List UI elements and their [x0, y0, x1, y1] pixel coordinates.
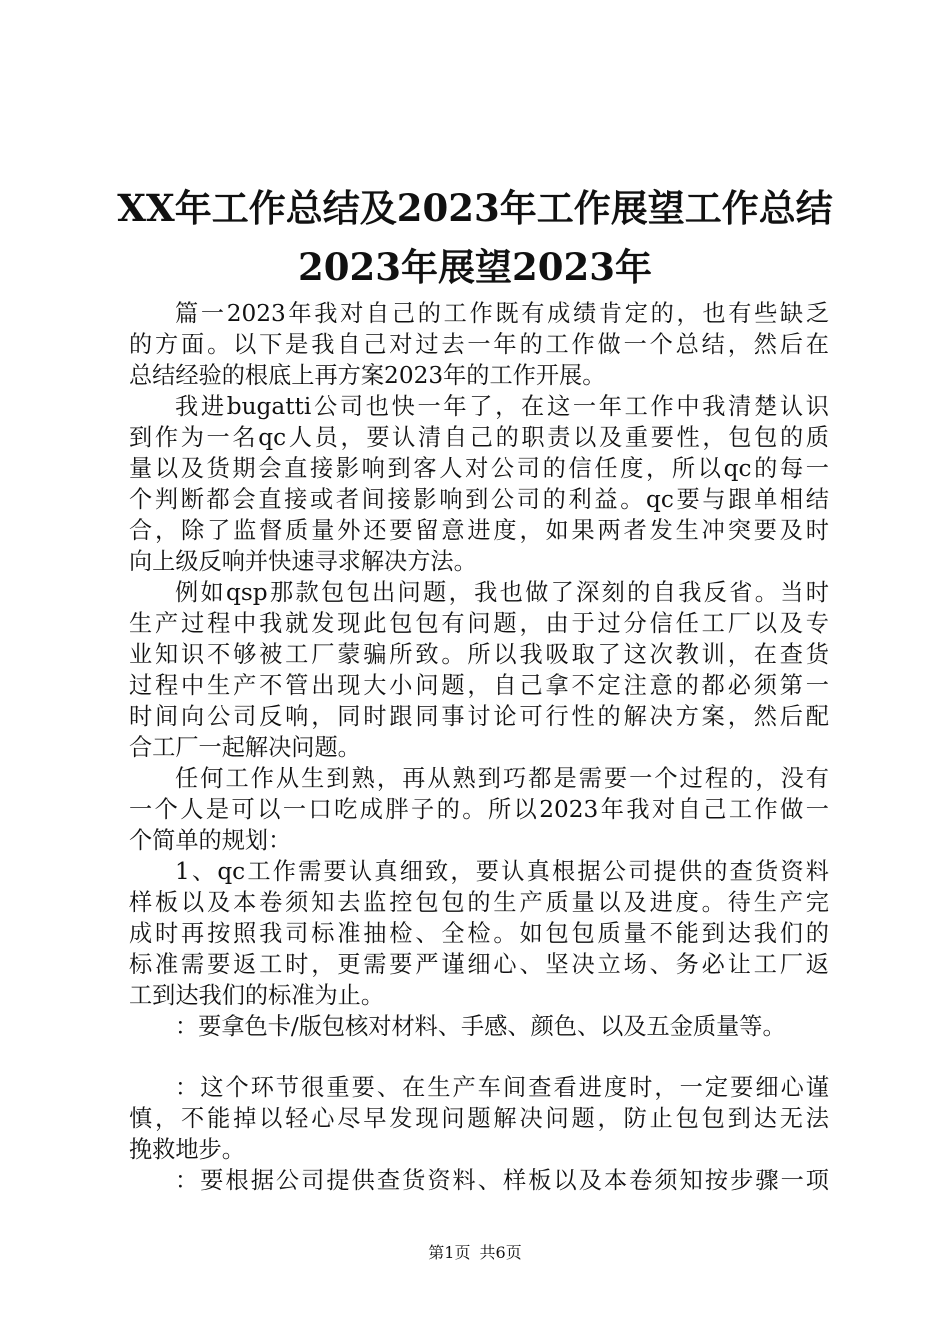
- paragraph-3-line-6: 合工厂一起解决问题。: [129, 734, 361, 761]
- paragraph-2-line-1: 我进bugatti公司也快一年了，在这一年工作中我清楚认识: [175, 393, 829, 420]
- document-body: [129, 298, 829, 1196]
- paragraph-2-line-3: 量以及货期会直接影响到客人对公司的信任度，所以qc的每一: [129, 455, 829, 482]
- paragraph-1-line-1: 篇一2023年我对自己的工作既有成绩肯定的，也有些缺乏: [175, 300, 829, 327]
- paragraph-3-line-3: 业知识不够被工厂蒙骗所致。所以我吸取了这次教训，在查货: [129, 641, 829, 668]
- page-number: 第1页: [428, 1243, 471, 1262]
- paragraph-7-line-2: 慎，不能掉以轻心尽早发现问题解决问题，防止包包到达无法: [129, 1105, 829, 1132]
- paragraph-4-line-3: 个简单的规划：: [129, 827, 292, 854]
- paragraph-5-line-1: 1、qc工作需要认真细致，要认真根据公司提供的查货资料: [175, 858, 829, 885]
- paragraph-7-line-3: 挽救地步。: [129, 1136, 245, 1163]
- paragraph-7-line-1: ：这个环节很重要、在生产车间查看进度时，一定要细心谨: [175, 1074, 829, 1101]
- paragraph-5-line-4: 标准需要返工时，更需要严谨细心、坚决立场、务必让工厂返: [129, 951, 829, 978]
- paragraph-4-line-2: 一个人是可以一口吃成胖子的。所以2023年我对自己工作做一: [129, 796, 829, 823]
- blank-line: [129, 1042, 829, 1072]
- paragraph-3-line-5: 时间向公司反响，同时跟同事讨论可行性的解决方案，然后配: [129, 703, 829, 730]
- paragraph-3-line-2: 生产过程中我就发现此包包有问题，由于过分信任工厂以及专: [129, 610, 829, 637]
- paragraph-1-line-2: 的方面。以下是我自己对过去一年的工作做一个总结，然后在: [129, 331, 829, 358]
- paragraph-1-line-3: 总结经验的根底上再方案2023年的工作开展。: [129, 362, 606, 389]
- paragraph-4-line-1: 任何工作从生到熟，再从熟到巧都是需要一个过程的，没有: [175, 765, 829, 792]
- paragraph-5-line-2: 样板以及本卷须知去监控包包的生产质量以及进度。待生产完: [129, 889, 829, 916]
- page-footer: [0, 1243, 950, 1263]
- paragraph-3-line-1: 例如qsp那款包包出问题，我也做了深刻的自我反省。当时: [175, 579, 829, 606]
- paragraph-5-line-3: 成时再按照我司标准抽检、全检。如包包质量不能到达我们的: [129, 920, 829, 947]
- paragraph-6-line-1: ：要拿色卡/版包核对材料、手感、颜色、以及五金质量等。: [175, 1013, 786, 1040]
- document-title-line-2: 2023年展望2023年: [298, 245, 652, 289]
- paragraph-5-line-5: 工到达我们的标准为止。: [129, 982, 385, 1009]
- paragraph-2-line-5: 合，除了监督质量外还要留意进度，如果两者发生冲突要及时: [129, 517, 829, 544]
- paragraph-3-line-4: 过程中生产不管出现大小问题，自己拿不定注意的都必须第一: [129, 672, 829, 699]
- page-total: 共6页: [479, 1243, 522, 1262]
- paragraph-2-line-6: 向上级反响并快速寻求解决方法。: [129, 548, 477, 575]
- paragraph-8-line-1: ：要根据公司提供查货资料、样板以及本卷须知按步骤一项: [175, 1167, 829, 1194]
- paragraph-2-line-2: 到作为一名qc人员，要认清自己的职责以及重要性，包包的质: [129, 424, 829, 451]
- paragraph-2-line-4: 个判断都会直接或者间接影响到公司的利益。qc要与跟单相结: [129, 486, 829, 513]
- document-title-line-1: XX年工作总结及2023年工作展望工作总结: [117, 186, 833, 230]
